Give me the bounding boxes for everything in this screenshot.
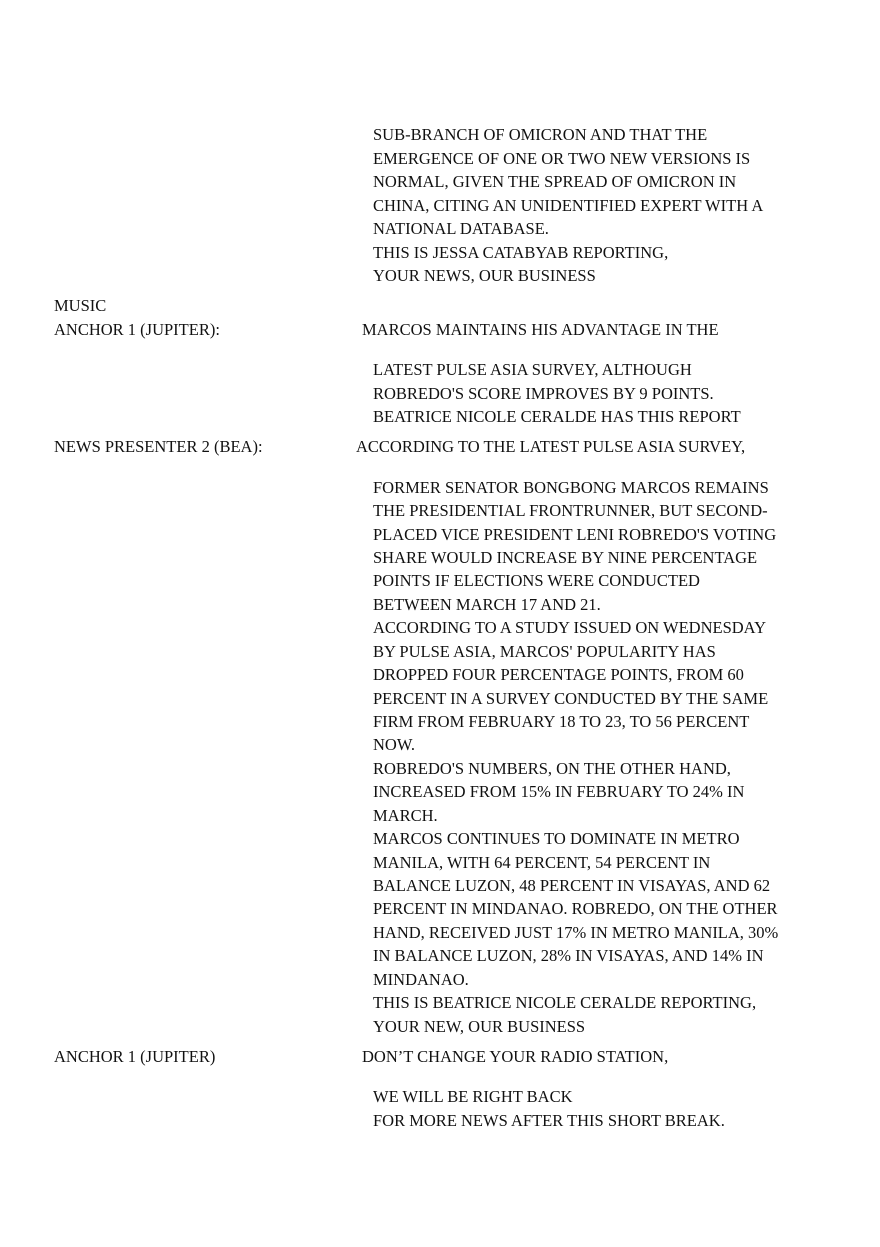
script-line: PERCENT IN MINDANAO. ROBREDO, ON THE OTHER (373, 898, 778, 918)
speaker-label: ANCHOR 1 (JUPITER): (54, 320, 220, 339)
music-cue: MUSIC (54, 296, 107, 315)
script-line: BALANCE LUZON, 48 PERCENT IN VISAYAS, AND 62 (373, 875, 771, 895)
script-line: DROPPED FOUR PERCENTAGE POINTS, FROM 60 (373, 664, 744, 684)
script-line: IN BALANCE LUZON, 28% IN VISAYAS, AND 14% IN (373, 945, 764, 965)
script-line: INCREASED FROM 15% IN FEBRUARY TO 24% IN (373, 781, 745, 801)
script-line: NORMAL, GIVEN THE SPREAD OF OMICRON IN (373, 171, 737, 191)
script-line: EMERGENCE OF ONE OR TWO NEW VERSIONS IS (373, 148, 751, 168)
script-line: YOUR NEW, OUR BUSINESS (373, 1016, 586, 1036)
script-line: HAND, RECEIVED JUST 17% IN METRO MANILA, 30% (373, 922, 779, 942)
script-line: LATEST PULSE ASIA SURVEY, ALTHOUGH (373, 359, 692, 379)
script-line: FIRM FROM FEBRUARY 18 TO 23, TO 56 PERCENT (373, 711, 750, 731)
script-line: ACCORDING TO THE LATEST PULSE ASIA SURVEY, (356, 437, 746, 456)
script-line: PLACED VICE PRESIDENT LENI ROBREDO'S VOTING (373, 524, 777, 544)
script-line: MARCOS CONTINUES TO DOMINATE IN METRO (373, 828, 740, 848)
speaker-label: ANCHOR 1 (JUPITER) (54, 1047, 216, 1066)
speaker-label: NEWS PRESENTER 2 (BEA): (54, 437, 263, 456)
script-line: CHINA, CITING AN UNIDENTIFIED EXPERT WITH A (373, 195, 764, 215)
script-line: ACCORDING TO A STUDY ISSUED ON WEDNESDAY (373, 617, 766, 637)
script-line: MINDANAO. (373, 969, 469, 989)
script-line: POINTS IF ELECTIONS WERE CONDUCTED (373, 570, 700, 590)
script-line: THE PRESIDENTIAL FRONTRUNNER, BUT SECOND- (373, 500, 768, 520)
script-line: MARCOS MAINTAINS HIS ADVANTAGE IN THE (362, 320, 719, 339)
script-line: FOR MORE NEWS AFTER THIS SHORT BREAK. (373, 1110, 725, 1130)
script-line: SHARE WOULD INCREASE BY NINE PERCENTAGE (373, 547, 758, 567)
script-line: YOUR NEWS, OUR BUSINESS (373, 265, 596, 285)
script-line: ROBREDO'S NUMBERS, ON THE OTHER HAND, (373, 758, 731, 778)
script-line: SUB-BRANCH OF OMICRON AND THAT THE (373, 124, 708, 144)
script-line: MANILA, WITH 64 PERCENT, 54 PERCENT IN (373, 852, 711, 872)
script-line: BETWEEN MARCH 17 AND 21. (373, 594, 601, 614)
script-line: ROBREDO'S SCORE IMPROVES BY 9 POINTS. (373, 383, 714, 403)
script-line: BEATRICE NICOLE CERALDE HAS THIS REPORT (373, 406, 741, 426)
script-line: THIS IS BEATRICE NICOLE CERALDE REPORTING, (373, 992, 757, 1012)
script-line: THIS IS JESSA CATABYAB REPORTING, (373, 242, 669, 262)
script-line: DON’T CHANGE YOUR RADIO STATION, (362, 1047, 669, 1066)
script-line: BY PULSE ASIA, MARCOS' POPULARITY HAS (373, 641, 716, 661)
script-line: NOW. (373, 734, 416, 754)
script-line: WE WILL BE RIGHT BACK (373, 1086, 573, 1106)
script-line: NATIONAL DATABASE. (373, 218, 549, 238)
script-line: PERCENT IN A SURVEY CONDUCTED BY THE SAME (373, 688, 769, 708)
script-line: FORMER SENATOR BONGBONG MARCOS REMAINS (373, 477, 769, 497)
script-line: MARCH. (373, 805, 438, 825)
